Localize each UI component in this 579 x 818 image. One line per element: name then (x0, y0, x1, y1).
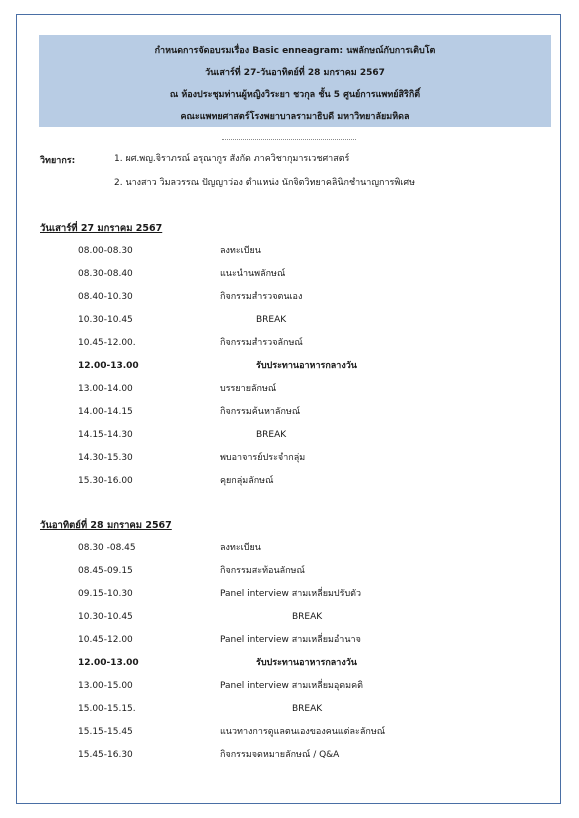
schedule-row (0, 563, 579, 579)
row-activity: กิจกรรมจดหมายลักษณ์ / Q&A (220, 750, 340, 760)
row-activity: BREAK (256, 315, 287, 325)
schedule-row (0, 404, 579, 420)
schedule-row-lunch (0, 655, 579, 671)
row-activity: ลงทะเบียน (220, 246, 261, 256)
speakers-label: วิทยากร: (40, 156, 76, 166)
header-box (39, 35, 551, 127)
row-activity: กิจกรรมค้นหาลักษณ์ (220, 407, 301, 417)
header-title: กำหนดการจัดอบรมเรื่อง Basic enneagram: นพลักษณ์กับการเติบโต (154, 46, 436, 56)
row-activity: Panel interview สามเหลี่ยมปรับตัว (220, 589, 362, 599)
row-time: 10.30-10.45 (78, 315, 133, 325)
row-activity: กิจกรรมสะท้อนลักษณ์ (220, 566, 305, 576)
row-activity: BREAK (256, 430, 287, 440)
header-venue: ณ ห้องประชุมท่านผู้หญิงวิระยา ชวกุล ชั้น 5 ศูนย์การแพทย์สิริกิติ์ (169, 90, 421, 100)
speaker-item: 2. นางสาว วิมลวรรณ ปัญญาว่อง ตำแหน่ง นักจิตวิทยาคลินิกชำนาญการพิเศษ (114, 178, 415, 188)
row-time: 09.15-10.30 (78, 589, 133, 599)
speaker-item: 1. ผศ.พญ.จิราภรณ์ อรุณากูร สังกัด ภาควิชากุมารเวชศาสตร์ (114, 154, 350, 164)
row-time: 08.30-08.40 (78, 269, 133, 279)
schedule-row-break (0, 312, 579, 328)
row-time: 15.45-16.30 (78, 750, 133, 760)
row-activity: กิจกรรมสำรวจตนเอง (220, 292, 303, 302)
row-time: 08.00-08.30 (78, 246, 133, 256)
row-time: 10.30-10.45 (78, 612, 133, 622)
row-time: 12.00-13.00 (78, 658, 139, 668)
row-activity: Panel interview สามเหลี่ยมอุดมคติ (220, 681, 363, 691)
schedule-row (0, 335, 579, 351)
dotted-divider (222, 139, 356, 140)
schedule-row (0, 678, 579, 694)
schedule-row (0, 289, 579, 305)
schedule-row (0, 266, 579, 282)
row-activity: คุยกลุ่มลักษณ์ (220, 476, 274, 486)
row-activity: ลงทะเบียน (220, 543, 261, 553)
schedule-row (0, 632, 579, 648)
row-activity: แนะนำนพลักษณ์ (220, 269, 286, 279)
schedule-row-break (0, 701, 579, 717)
schedule-row (0, 724, 579, 740)
schedule-row (0, 243, 579, 259)
row-time: 08.30 -08.45 (78, 543, 136, 553)
row-time: 10.45-12.00. (78, 338, 136, 348)
row-time: 08.40-10.30 (78, 292, 133, 302)
schedule-row (0, 450, 579, 466)
schedule-row-lunch (0, 358, 579, 374)
row-time: 13.00-14.00 (78, 384, 133, 394)
schedule-row-break (0, 609, 579, 625)
schedule-row (0, 586, 579, 602)
header-dates: วันเสาร์ที่ 27-วันอาทิตย์ที่ 28 มกราคม 2567 (205, 68, 385, 78)
row-time: 10.45-12.00 (78, 635, 133, 645)
row-activity: บรรยายลักษณ์ (220, 384, 277, 394)
row-time: 12.00-13.00 (78, 361, 139, 371)
row-time: 14.00-14.15 (78, 407, 133, 417)
schedule-row (0, 540, 579, 556)
row-time: 15.30-16.00 (78, 476, 133, 486)
row-activity: รับประทานอาหารกลางวัน (256, 361, 357, 371)
row-activity: กิจกรรมสำรวจลักษณ์ (220, 338, 303, 348)
row-time: 13.00-15.00 (78, 681, 133, 691)
row-activity: แนวทางการดูแลตนเองของคนแต่ละลักษณ์ (220, 727, 386, 737)
row-activity: BREAK (292, 704, 323, 714)
row-time: 15.00-15.15. (78, 704, 136, 714)
row-activity: พบอาจารย์ประจำกลุ่ม (220, 453, 306, 463)
row-time: 15.15-15.45 (78, 727, 133, 737)
schedule-row (0, 473, 579, 489)
day2-heading: วันอาทิตย์ที่ 28 มกราคม 2567 (40, 520, 172, 531)
row-time: 08.45-09.15 (78, 566, 133, 576)
row-activity: รับประทานอาหารกลางวัน (256, 658, 357, 668)
header-organization: คณะแพทยศาสตร์โรงพยาบาลรามาธิบดี มหาวิทยาลัยมหิดล (180, 112, 410, 122)
schedule-row (0, 381, 579, 397)
schedule-row-break (0, 427, 579, 443)
row-time: 14.15-14.30 (78, 430, 133, 440)
schedule-row (0, 747, 579, 763)
row-time: 14.30-15.30 (78, 453, 133, 463)
day1-heading: วันเสาร์ที่ 27 มกราคม 2567 (40, 223, 163, 234)
row-activity: BREAK (292, 612, 323, 622)
row-activity: Panel interview สามเหลี่ยมอำนาจ (220, 635, 361, 645)
